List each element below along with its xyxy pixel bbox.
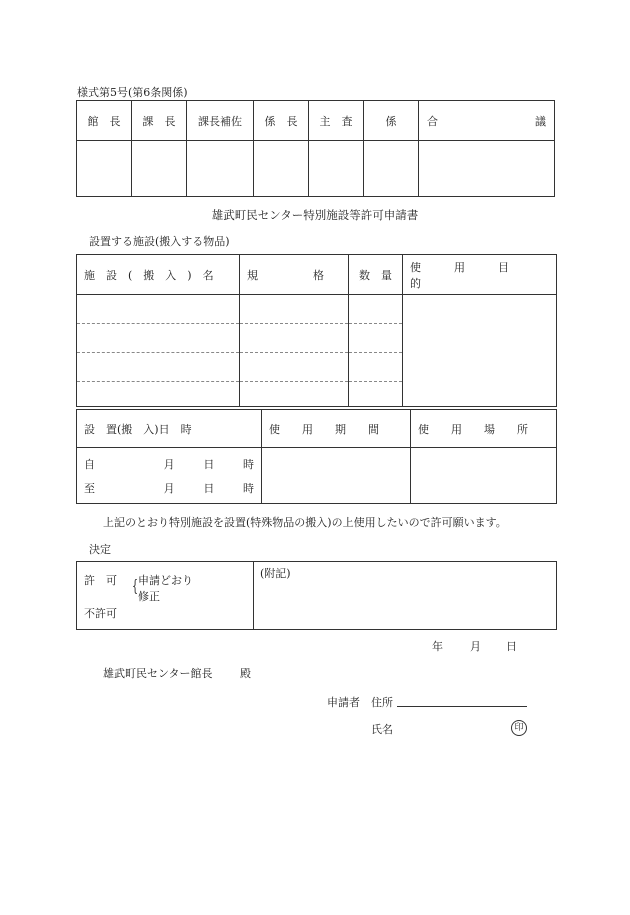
approval-box: [187, 141, 254, 197]
statement-text: 上記のとおり特別施設を設置(特殊物品の搬入)の上使用したいので許可願います。: [103, 516, 507, 529]
approval-box: [254, 141, 309, 197]
period-cell-duration: [262, 448, 411, 504]
items-header-purpose: 使 用 目 的: [403, 255, 557, 295]
brace-icon: {: [132, 576, 139, 595]
modified-label: 修正: [138, 590, 160, 603]
approval-table: [76, 100, 555, 197]
note-label: (附記): [260, 567, 291, 580]
date-year-label: 年: [432, 640, 443, 653]
items-header-qty: 数 量: [349, 255, 403, 295]
approval-header-kancho: 館 長: [77, 101, 132, 141]
items-table: [76, 254, 557, 407]
period-header-place: 使 用 場 所: [411, 410, 557, 448]
period-from-row: 自 月 日 時: [84, 457, 254, 471]
items-cell-purpose: [403, 295, 557, 407]
decision-label: 決定: [89, 543, 111, 556]
address-line[interactable]: [397, 706, 527, 707]
approval-box: [364, 141, 419, 197]
period-header-duration: 使 用 期 間: [262, 410, 411, 448]
note-cell: [254, 562, 557, 630]
addressee: 雄武町民センター館長: [103, 667, 213, 680]
form-title: 雄武町民センター特別施設等許可申請書: [211, 208, 419, 222]
items-cell-spec: [240, 295, 349, 407]
approval-header-kakari: 係: [364, 101, 419, 141]
approval-box: [77, 141, 132, 197]
seal-icon: 印: [511, 720, 527, 736]
as-applied-label: 申請どおり: [138, 574, 193, 587]
period-cell-place: [411, 448, 557, 504]
items-cell-qty: [349, 295, 403, 407]
approval-box: [419, 141, 555, 197]
not-permitted-label: 不許可: [84, 607, 117, 620]
approval-box: [132, 141, 187, 197]
period-cell-datetime: [77, 448, 262, 504]
decision-cell: [77, 562, 254, 630]
approval-header-kakaricho: 係 長: [254, 101, 309, 141]
approval-header-gougi: 合 議: [419, 101, 555, 141]
period-header-datetime: 設 置(搬 入)日 時: [77, 410, 262, 448]
decision-table: [76, 561, 557, 630]
approval-header-shusa: 主 査: [309, 101, 364, 141]
date-day-label: 日: [506, 640, 517, 653]
form-number: 様式第5号(第6条関係): [77, 86, 188, 99]
approval-header-kacho-hosa: 課長補佐: [187, 101, 254, 141]
applicant-label: 申請者: [327, 696, 360, 709]
permit-label: 許 可: [84, 574, 117, 587]
honorific: 殿: [240, 667, 251, 680]
address-label: 住所: [371, 696, 393, 709]
section-label: 設置する施設(搬入する物品): [89, 235, 230, 248]
approval-header-kacho: 課 長: [132, 101, 187, 141]
approval-box: [309, 141, 364, 197]
date-month-label: 月: [470, 640, 481, 653]
items-cell-name: [77, 295, 240, 407]
items-header-name: 施 設 ( 搬 入 ) 名: [77, 255, 240, 295]
items-header-spec: 規 格: [240, 255, 349, 295]
name-label: 氏名: [371, 723, 393, 736]
period-to-row: 至 月 日 時: [84, 481, 254, 495]
period-table: [76, 409, 557, 504]
